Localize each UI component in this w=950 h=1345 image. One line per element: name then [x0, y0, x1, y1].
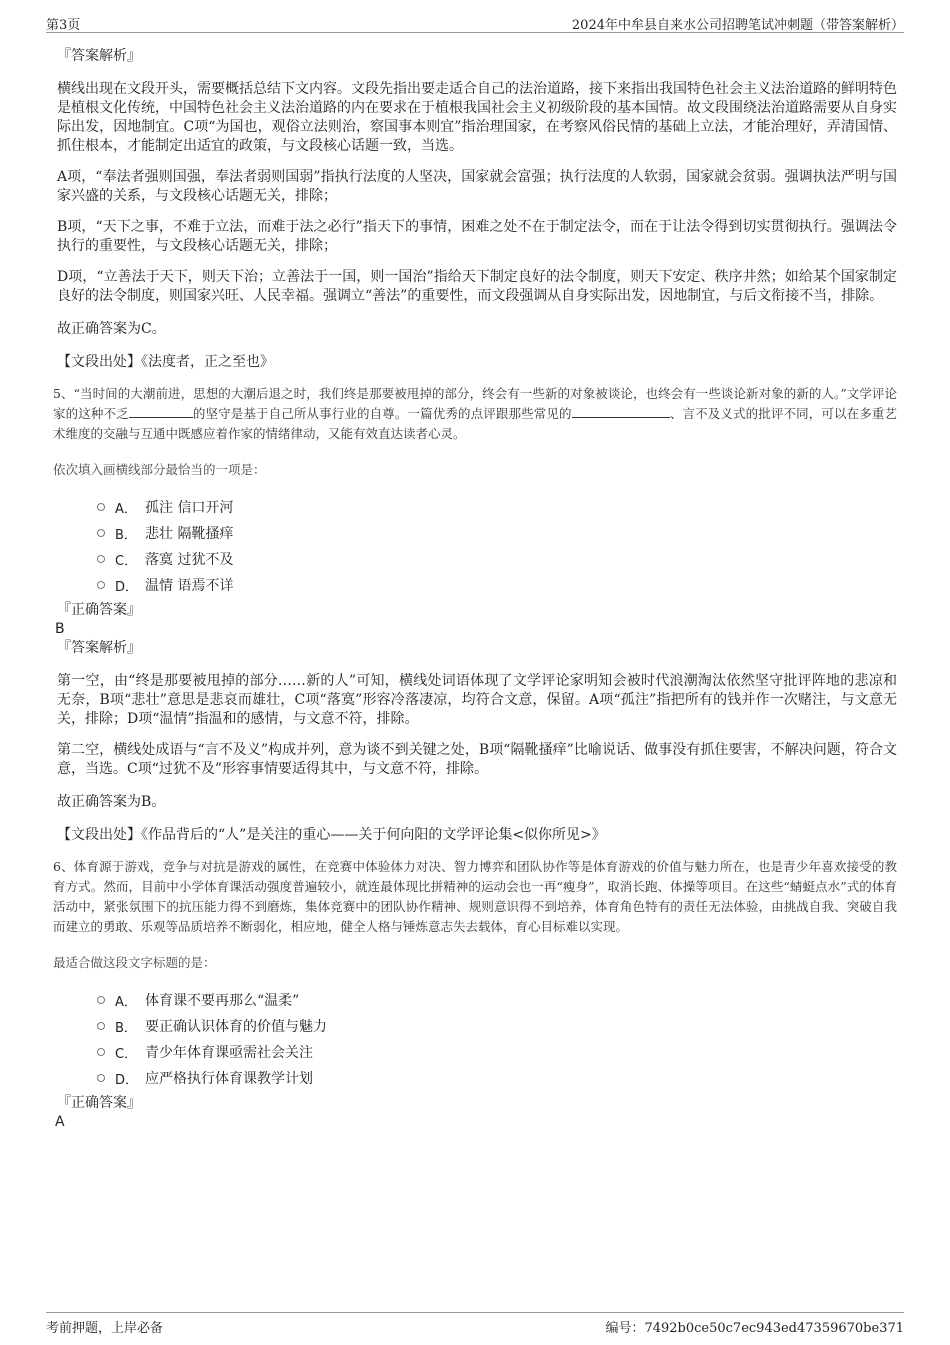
q4-analysis-para-3: B项，“天下之事，不难于立法，而难于法之必行”指天下的事情，困难之处不在于制定法令，而在于让法令得到切实贯彻执行。强调法令执行的重要性，与文段核心话题无关，排除； [57, 219, 897, 254]
footer-slogan: 考前押题，上岸必备 [46, 1321, 164, 1336]
page-number: 第3页 [46, 18, 81, 33]
radio-icon[interactable] [97, 996, 105, 1004]
q5-stem: 5、“当时间的大潮前进，思想的大潮后退之时，我们终是那要被甩掉的部分，终会有一些新的对象被谈论，也终会有一些谈论新对象的新的人。”文学评论家的这种不乏 的坚守是基于自己所从事行业的自尊。一篇优秀的点评跟那些常见的 、言不及义式的批评不同，可以在多重艺术维度的交融与互通中既感应着作家的情绪律动，又能有效直达读者心灵。 [53, 386, 897, 441]
q5-blank-1 [129, 405, 193, 418]
q5-prompt: 依次填入画横线部分最恰当的一项是： [53, 462, 266, 477]
document-title: 2024年中牟县自来水公司招聘笔试冲刺题（带答案解析） [571, 18, 904, 33]
radio-icon[interactable] [97, 1022, 105, 1030]
q5-analysis-para-2: 第二空，横线处成语与“言不及义”构成并列，意为谈不到关键之处，B项“隔靴搔痒”比喻说话、做事没有抓住要害，不解决问题，符合文意，当选。C项“过犹不及”形容事情要适得其中，与文意不符，排除。 [57, 742, 897, 777]
q6-options [97, 987, 897, 1091]
q4-answer-statement: 故正确答案为C。 [57, 321, 166, 337]
q4-analysis-para-4: D项，“立善法于天下，则天下治；立善法于一国，则一国治”指给天下制定良好的法令制度，则天下安定、秩序井然；如给某个国家制定良好的法令制度，则国家兴旺、人民幸福。强调立“善法”的重要性，而文段强调从自身实际出发，因地制宜，与后文衔接不当，排除。 [57, 269, 897, 304]
radio-icon[interactable] [97, 1074, 105, 1082]
q6-answer: A [55, 1114, 65, 1130]
q4-analysis-para-1: 横线出现在文段开头，需要概括总结下文内容。文段先指出要走适合自己的法治道路，接下来指出我国特色社会主义法治道路的鲜明特色是植根文化传统，中国特色社会主义法治道路的内在要求在于植根我国社会主义初级阶段的基本国情。故文段围绕法治道路需要从自身实际出发，因地制宜。C项“为国也，观俗立法则治，察国事本则宜”指治理国家，在考察风俗民情的基础上立法，才能治理好，弄清国情、抓住根本，才能制定出适宜的政策，与文段核心话题一致，当选。 [57, 81, 897, 154]
q5-blank-2 [572, 405, 670, 418]
q4-source: 【文段出处】《法度者，正之至也》 [57, 354, 274, 370]
q4-analysis-label: 『答案解析』 [57, 48, 141, 64]
q5-option-b[interactable]: B． 悲壮 隔靴搔痒 [97, 520, 897, 546]
radio-icon[interactable] [97, 581, 105, 589]
q5-analysis-label: 『答案解析』 [57, 640, 141, 656]
q6-option-c[interactable]: C． 青少年体育课亟需社会关注 [97, 1039, 897, 1065]
q5-analysis-para-1: 第一空，由“终是那要被甩掉的部分……新的人”可知，横线处词语体现了文学评论家明知会被时代浪潮淘汰依然坚守批评阵地的悲凉和无奈，B项“悲壮”意思是悲哀而雄壮，C项“落寞”形容冷落凄凉，均符合文意，保留。A项“孤注”指把所有的钱并作一次赌注，与文意无关，排除；D项“温情”指温和的感情，与文意不符，排除。 [57, 673, 897, 727]
q6-stem: 6、体育源于游戏，竞争与对抗是游戏的属性，在竞赛中体验体力对决、智力博弈和团队协作等是体育游戏的价值与魅力所在，也是青少年喜欢接受的教育方式。然而，目前中小学体育课活动强度普遍较小，就连最体现比拼精神的运动会也一再“瘦身”，取消长跑、体操等项目。在这些“蜻蜓点水”式的体育活动中，紧张氛围下的抗压能力得不到磨炼，集体竞赛中的团队协作精神、规则意识得不到培养，体育角色特有的责任无法体验，由挑战自我、突破自我而建立的勇敢、乐观等品质培养不断弱化，相应地，健全人格与锤炼意志失去载体，育心目标难以实现。 [53, 859, 897, 934]
q5-option-a[interactable]: A． 孤注 信口开河 [97, 494, 897, 520]
radio-icon[interactable] [97, 529, 105, 537]
document-body [53, 46, 897, 1131]
document-id: 编号：7492b0ce50c7ec943ed47359670be371 [605, 1321, 904, 1336]
q5-source: 【文段出处】《作品背后的“人”是关注的重心——关于何向阳的文学评论集<似你所见>》 [57, 827, 606, 843]
radio-icon[interactable] [97, 503, 105, 511]
q6-answer-label: 『正确答案』 [57, 1095, 141, 1111]
q5-options [97, 494, 897, 598]
q4-analysis-para-2: A项，“奉法者强则国强，奉法者弱则国弱”指执行法度的人坚决，国家就会富强；执行法度的人软弱，国家就会贫弱。强调执法严明与国家兴盛的关系，与文段核心话题无关，排除； [57, 169, 897, 204]
q5-option-c[interactable]: C． 落寞 过犹不及 [97, 546, 897, 572]
q5-answer-statement: 故正确答案为B。 [57, 794, 166, 810]
q5-answer: B [55, 621, 65, 637]
q6-option-a[interactable]: A． 体育课不要再那么“温柔” [97, 987, 897, 1013]
q6-option-d[interactable]: D． 应严格执行体育课教学计划 [97, 1065, 897, 1091]
q6-prompt: 最适合做这段文字标题的是： [53, 955, 216, 970]
q5-answer-label: 『正确答案』 [57, 602, 141, 618]
q5-option-d[interactable]: D． 温情 语焉不详 [97, 572, 897, 598]
q6-option-b[interactable]: B． 要正确认识体育的价值与魅力 [97, 1013, 897, 1039]
page-footer [46, 1312, 904, 1335]
radio-icon[interactable] [97, 555, 105, 563]
page-header [46, 12, 904, 33]
radio-icon[interactable] [97, 1048, 105, 1056]
